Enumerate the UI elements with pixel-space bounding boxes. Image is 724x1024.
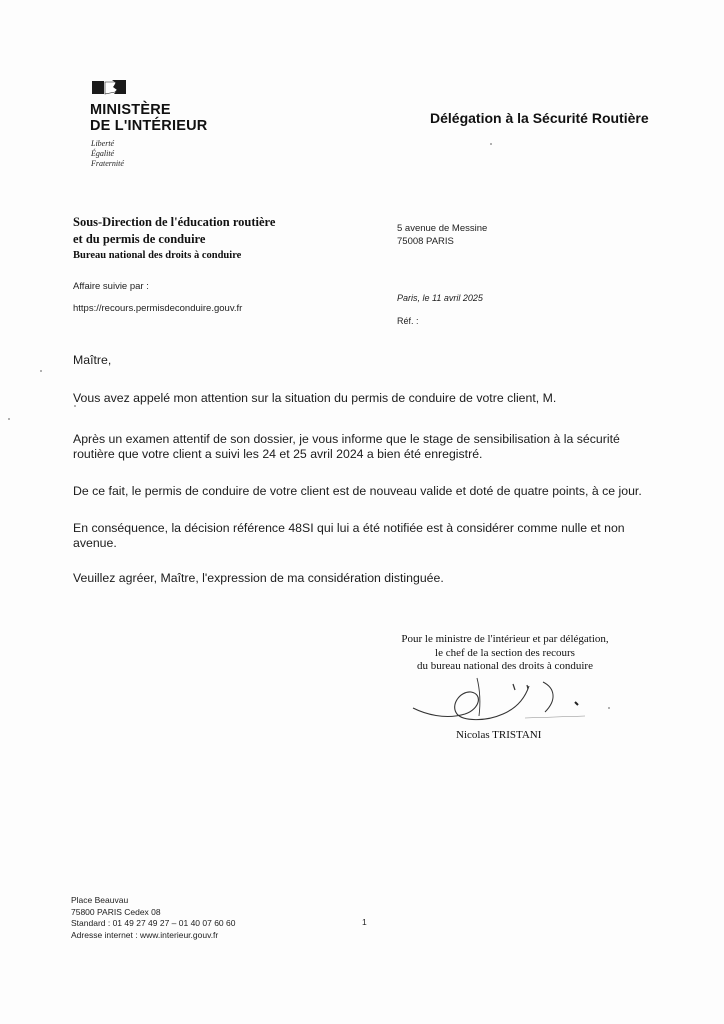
page-number: 1: [362, 917, 367, 927]
scan-speck: [8, 418, 10, 420]
paragraph-1: Vous avez appelé mon attention sur la situation du permis de conduire de votre client, M.: [73, 391, 557, 405]
ministry-name: [90, 102, 207, 134]
footer-line-3: Standard : 01 49 27 49 27 – 01 40 07 60 60: [71, 918, 236, 928]
ministry-footer: [71, 895, 235, 941]
ministry-line-2: DE L'INTÉRIEUR: [90, 118, 208, 134]
address-line-1: 5 avenue de Messine: [397, 223, 488, 234]
signer-name: Nicolas TRISTANI: [456, 729, 542, 741]
scan-speck: [74, 405, 76, 407]
salutation: Maître,: [73, 353, 112, 367]
delegation-title: Délégation à la Sécurité Routière: [430, 110, 649, 126]
scan-speck: [490, 143, 492, 145]
motto-fraternite: Fraternité: [91, 159, 124, 168]
closing-paragraph: Veuillez agréer, Maître, l'expression de ma considération distinguée.: [73, 571, 444, 585]
footer-website: Adresse internet : www.interieur.gouv.fr: [71, 929, 219, 940]
signature-block: [380, 633, 630, 674]
signature-line-1: Pour le ministre de l'intérieur et par délégation,: [401, 633, 609, 645]
paragraph-4: En conséquence, la décision référence 48SI qui lui a été notifiée est à considérer comme nulle et non avenue.: [73, 521, 625, 550]
scan-speck: [40, 370, 42, 372]
handwritten-signature: [405, 670, 585, 730]
letter-date: Paris, le 11 avril 2025: [397, 293, 483, 303]
motto-egalite: Égalité: [91, 149, 115, 158]
footer-line-2: 75800 PARIS Cedex 08: [71, 906, 161, 917]
sous-direction-line-2: et du permis de conduire: [73, 231, 206, 246]
bureau-name: Bureau national des droits à conduire: [73, 250, 242, 261]
motto-liberte: Liberté: [91, 139, 115, 148]
affaire-label: Affaire suivie par :: [73, 281, 149, 292]
scan-speck: [608, 707, 610, 709]
sous-direction-line-1: Sous-Direction de l'éducation routière: [73, 215, 276, 229]
republic-motto: [91, 139, 124, 169]
marianne-logo-icon: [92, 78, 128, 96]
address-line-2: 75008 PARIS: [397, 235, 454, 247]
sous-direction: [73, 214, 275, 247]
recours-website-link[interactable]: https://recours.permisdeconduire.gouv.fr: [73, 303, 243, 314]
recipient-address: [397, 223, 487, 248]
paragraph-2: Après un examen attentif de son dossier, je vous informe que le stage de sensibilisation à la sécurité routière que votre client a suivi les 24 et 25 avril 2024 a bien été enregistré.: [73, 432, 620, 461]
paragraph-3: De ce fait, le permis de conduire de votre client est de nouveau valide et doté de quatre points, à ce jour.: [73, 484, 642, 498]
reference-label: Réf. :: [397, 316, 419, 326]
signature-line-3: du bureau national des droits à conduire: [417, 660, 593, 672]
ministry-line-1: MINISTÈRE: [90, 102, 171, 118]
footer-line-1: Place Beauvau: [71, 895, 129, 905]
signature-line-2: le chef de la section des recours: [435, 646, 575, 659]
